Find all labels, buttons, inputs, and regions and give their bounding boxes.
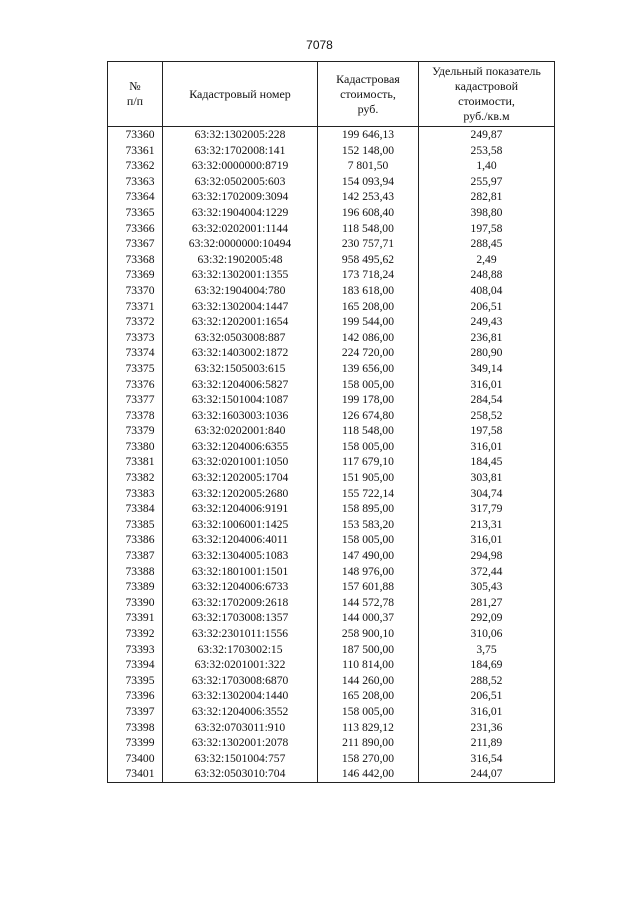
specific-cost-cell: 249,43: [419, 314, 555, 330]
cadastral-cost-cell: 113 829,12: [318, 720, 419, 736]
cadastral-number-cell: 63:32:0000000:8719: [163, 158, 318, 174]
cadastral-number-cell: 63:32:1304005:1083: [163, 548, 318, 564]
row-number-cell: 73387: [108, 548, 163, 564]
specific-cost-cell: 281,27: [419, 595, 555, 611]
table-row: [108, 174, 555, 190]
cadastral-cost-cell: 958 495,62: [318, 252, 419, 268]
table-body: [108, 127, 555, 783]
table-row: [108, 127, 555, 143]
row-number-cell: 73369: [108, 267, 163, 283]
cadastral-cost-cell: 7 801,50: [318, 158, 419, 174]
cadastral-cost-cell: 224 720,00: [318, 345, 419, 361]
table-header: [108, 62, 555, 127]
row-number-cell: 73374: [108, 345, 163, 361]
cadastral-number-cell: 63:32:1204006:9191: [163, 501, 318, 517]
cadastral-number-cell: 63:32:1204006:6733: [163, 579, 318, 595]
specific-cost-cell: 244,07: [419, 766, 555, 782]
cadastral-cost-cell: 154 093,94: [318, 174, 419, 190]
table-row: [108, 610, 555, 626]
specific-cost-cell: 304,74: [419, 486, 555, 502]
cadastral-number-cell: 63:32:1302001:1355: [163, 267, 318, 283]
cadastral-cost-cell: 158 895,00: [318, 501, 419, 517]
cadastral-cost-cell: 165 208,00: [318, 299, 419, 315]
table-row: [108, 564, 555, 580]
table-row: [108, 657, 555, 673]
table-row: [108, 470, 555, 486]
cadastral-cost-cell: 152 148,00: [318, 143, 419, 159]
cadastral-cost-cell: 158 005,00: [318, 439, 419, 455]
table-row: [108, 704, 555, 720]
table-row: [108, 377, 555, 393]
row-number-cell: 73391: [108, 610, 163, 626]
cadastral-cost-cell: 147 490,00: [318, 548, 419, 564]
cadastral-number-cell: 63:32:1703002:15: [163, 642, 318, 658]
cadastral-cost-cell: 110 814,00: [318, 657, 419, 673]
table-row: [108, 189, 555, 205]
specific-cost-cell: 206,51: [419, 299, 555, 315]
cadastral-number-cell: 63:32:1204006:6355: [163, 439, 318, 455]
cadastral-cost-cell: 199 178,00: [318, 392, 419, 408]
cadastral-number-cell: 63:32:1403002:1872: [163, 345, 318, 361]
specific-cost-cell: 184,45: [419, 454, 555, 470]
table-row: [108, 236, 555, 252]
cadastral-cost-cell: 183 618,00: [318, 283, 419, 299]
page-number: 7078: [306, 38, 333, 52]
row-number-cell: 73401: [108, 766, 163, 782]
table-row: [108, 720, 555, 736]
cadastral-cost-cell: 148 976,00: [318, 564, 419, 580]
cadastral-number-cell: 63:32:0703011:910: [163, 720, 318, 736]
row-number-cell: 73375: [108, 361, 163, 377]
cadastral-number-cell: 63:32:1603003:1036: [163, 408, 318, 424]
cadastral-number-cell: 63:32:0201001:1050: [163, 454, 318, 470]
specific-cost-cell: 398,80: [419, 205, 555, 221]
row-number-cell: 73366: [108, 221, 163, 237]
row-number-cell: 73400: [108, 751, 163, 767]
cadastral-cost-cell: 118 548,00: [318, 423, 419, 439]
table-row: [108, 252, 555, 268]
row-number-cell: 73378: [108, 408, 163, 424]
header-row: [108, 62, 555, 127]
cadastral-number-cell: 63:32:2301011:1556: [163, 626, 318, 642]
cadastral-number-cell: 63:32:1902005:48: [163, 252, 318, 268]
table-row: [108, 361, 555, 377]
specific-cost-cell: 2,49: [419, 252, 555, 268]
cadastral-cost-cell: 117 679,10: [318, 454, 419, 470]
specific-cost-cell: 197,58: [419, 221, 555, 237]
table-row: [108, 205, 555, 221]
specific-cost-cell: 184,69: [419, 657, 555, 673]
cadastral-cost-cell: 196 608,40: [318, 205, 419, 221]
specific-cost-cell: 3,75: [419, 642, 555, 658]
row-number-cell: 73380: [108, 439, 163, 455]
row-number-cell: 73370: [108, 283, 163, 299]
cadastral-number-cell: 63:32:1202001:1654: [163, 314, 318, 330]
row-number-cell: 73397: [108, 704, 163, 720]
table-row: [108, 626, 555, 642]
specific-cost-cell: 236,81: [419, 330, 555, 346]
specific-cost-cell: 206,51: [419, 688, 555, 704]
row-number-cell: 73361: [108, 143, 163, 159]
table-row: [108, 283, 555, 299]
cadastral-cost-cell: 144 000,37: [318, 610, 419, 626]
cadastral-cost-cell: 199 646,13: [318, 127, 419, 143]
row-number-cell: 73385: [108, 517, 163, 533]
cadastral-cost-cell: 157 601,88: [318, 579, 419, 595]
table-row: [108, 221, 555, 237]
table-row: [108, 579, 555, 595]
header-specific-cost: Удельный показатель кадастровой стоимости, руб./кв.м: [419, 62, 555, 127]
table-row: [108, 642, 555, 658]
cadastral-number-cell: 63:32:0502005:603: [163, 174, 318, 190]
cadastral-number-cell: 63:32:0202001:1144: [163, 221, 318, 237]
specific-cost-cell: 310,06: [419, 626, 555, 642]
specific-cost-cell: 372,44: [419, 564, 555, 580]
cadastral-cost-cell: 158 005,00: [318, 704, 419, 720]
row-number-cell: 73379: [108, 423, 163, 439]
cadastral-cost-cell: 258 900,10: [318, 626, 419, 642]
cadastral-number-cell: 63:32:1302005:228: [163, 127, 318, 143]
cadastral-number-cell: 63:32:1904004:780: [163, 283, 318, 299]
row-number-cell: 73363: [108, 174, 163, 190]
row-number-cell: 73383: [108, 486, 163, 502]
specific-cost-cell: 211,89: [419, 735, 555, 751]
cadastral-cost-cell: 126 674,80: [318, 408, 419, 424]
specific-cost-cell: 408,04: [419, 283, 555, 299]
cadastral-number-cell: 63:32:1202005:2680: [163, 486, 318, 502]
header-row-number: № п/п: [108, 62, 163, 127]
cadastral-number-cell: 63:32:1703008:6870: [163, 673, 318, 689]
specific-cost-cell: 282,81: [419, 189, 555, 205]
cadastral-number-cell: 63:32:1006001:1425: [163, 517, 318, 533]
cadastral-cost-cell: 142 086,00: [318, 330, 419, 346]
cadastral-cost-cell: 187 500,00: [318, 642, 419, 658]
row-number-cell: 73393: [108, 642, 163, 658]
cadastral-number-cell: 63:32:1501004:1087: [163, 392, 318, 408]
specific-cost-cell: 248,88: [419, 267, 555, 283]
row-number-cell: 73376: [108, 377, 163, 393]
table-row: [108, 330, 555, 346]
specific-cost-cell: 316,54: [419, 751, 555, 767]
table-row: [108, 454, 555, 470]
cadastral-number-cell: 63:32:1801001:1501: [163, 564, 318, 580]
specific-cost-cell: 292,09: [419, 610, 555, 626]
specific-cost-cell: 231,36: [419, 720, 555, 736]
specific-cost-cell: 1,40: [419, 158, 555, 174]
table-row: [108, 673, 555, 689]
row-number-cell: 73368: [108, 252, 163, 268]
specific-cost-cell: 316,01: [419, 439, 555, 455]
specific-cost-cell: 249,87: [419, 127, 555, 143]
table-row: [108, 439, 555, 455]
row-number-cell: 73386: [108, 532, 163, 548]
specific-cost-cell: 349,14: [419, 361, 555, 377]
cadastral-number-cell: 63:32:1202005:1704: [163, 470, 318, 486]
specific-cost-cell: 284,54: [419, 392, 555, 408]
specific-cost-cell: 255,97: [419, 174, 555, 190]
row-number-cell: 73389: [108, 579, 163, 595]
cadastral-number-cell: 63:32:1703008:1357: [163, 610, 318, 626]
table-row: [108, 267, 555, 283]
cadastral-number-cell: 63:32:0201001:322: [163, 657, 318, 673]
cadastral-number-cell: 63:32:1501004:757: [163, 751, 318, 767]
specific-cost-cell: 317,79: [419, 501, 555, 517]
cadastral-cost-cell: 158 005,00: [318, 532, 419, 548]
row-number-cell: 73377: [108, 392, 163, 408]
row-number-cell: 73392: [108, 626, 163, 642]
row-number-cell: 73399: [108, 735, 163, 751]
row-number-cell: 73388: [108, 564, 163, 580]
cadastral-cost-cell: 146 442,00: [318, 766, 419, 782]
table-row: [108, 486, 555, 502]
cadastral-cost-cell: 199 544,00: [318, 314, 419, 330]
table-row: [108, 751, 555, 767]
cadastral-cost-cell: 142 253,43: [318, 189, 419, 205]
table-row: [108, 314, 555, 330]
cadastral-number-cell: 63:32:1505003:615: [163, 361, 318, 377]
specific-cost-cell: 288,52: [419, 673, 555, 689]
cadastral-number-cell: 63:32:1204006:5827: [163, 377, 318, 393]
table-row: [108, 408, 555, 424]
cadastral-cost-cell: 173 718,24: [318, 267, 419, 283]
cadastral-number-cell: 63:32:1702009:2618: [163, 595, 318, 611]
table-row: [108, 517, 555, 533]
row-number-cell: 73398: [108, 720, 163, 736]
row-number-cell: 73390: [108, 595, 163, 611]
table-row: [108, 158, 555, 174]
table-row: [108, 548, 555, 564]
table-row: [108, 688, 555, 704]
cadastral-cost-cell: 155 722,14: [318, 486, 419, 502]
cadastral-cost-cell: 151 905,00: [318, 470, 419, 486]
cadastral-number-cell: 63:32:1302004:1440: [163, 688, 318, 704]
cadastral-cost-cell: 158 270,00: [318, 751, 419, 767]
cadastral-number-cell: 63:32:1204006:4011: [163, 532, 318, 548]
specific-cost-cell: 253,58: [419, 143, 555, 159]
specific-cost-cell: 288,45: [419, 236, 555, 252]
table-row: [108, 423, 555, 439]
row-number-cell: 73396: [108, 688, 163, 704]
specific-cost-cell: 305,43: [419, 579, 555, 595]
cadastral-cost-cell: 230 757,71: [318, 236, 419, 252]
cadastral-number-cell: 63:32:1302001:2078: [163, 735, 318, 751]
cadastral-cost-cell: 153 583,20: [318, 517, 419, 533]
cadastral-number-cell: 63:32:1702008:141: [163, 143, 318, 159]
cadastral-number-cell: 63:32:1204006:3552: [163, 704, 318, 720]
cadastral-number-cell: 63:32:0202001:840: [163, 423, 318, 439]
cadastral-cost-cell: 158 005,00: [318, 377, 419, 393]
table-row: [108, 532, 555, 548]
table-row: [108, 345, 555, 361]
table-row: [108, 501, 555, 517]
row-number-cell: 73372: [108, 314, 163, 330]
table-row: [108, 766, 555, 782]
cadastral-cost-cell: 139 656,00: [318, 361, 419, 377]
row-number-cell: 73381: [108, 454, 163, 470]
cadastre-table: [107, 61, 555, 783]
table-row: [108, 595, 555, 611]
table-row: [108, 143, 555, 159]
specific-cost-cell: 316,01: [419, 532, 555, 548]
header-cadastral-cost: Кадастровая стоимость, руб.: [318, 62, 419, 127]
row-number-cell: 73384: [108, 501, 163, 517]
row-number-cell: 73395: [108, 673, 163, 689]
specific-cost-cell: 294,98: [419, 548, 555, 564]
specific-cost-cell: 316,01: [419, 704, 555, 720]
row-number-cell: 73362: [108, 158, 163, 174]
specific-cost-cell: 316,01: [419, 377, 555, 393]
row-number-cell: 73382: [108, 470, 163, 486]
table-row: [108, 735, 555, 751]
table-row: [108, 392, 555, 408]
row-number-cell: 73367: [108, 236, 163, 252]
specific-cost-cell: 280,90: [419, 345, 555, 361]
cadastral-number-cell: 63:32:0503010:704: [163, 766, 318, 782]
specific-cost-cell: 258,52: [419, 408, 555, 424]
cadastral-cost-cell: 144 260,00: [318, 673, 419, 689]
specific-cost-cell: 213,31: [419, 517, 555, 533]
cadastral-cost-cell: 118 548,00: [318, 221, 419, 237]
cadastral-number-cell: 63:32:1702009:3094: [163, 189, 318, 205]
specific-cost-cell: 303,81: [419, 470, 555, 486]
row-number-cell: 73371: [108, 299, 163, 315]
table-row: [108, 299, 555, 315]
cadastral-cost-cell: 211 890,00: [318, 735, 419, 751]
header-cadastral-number: Кадастровый номер: [163, 62, 318, 127]
specific-cost-cell: 197,58: [419, 423, 555, 439]
cadastral-number-cell: 63:32:0000000:10494: [163, 236, 318, 252]
row-number-cell: 73394: [108, 657, 163, 673]
cadastral-cost-cell: 144 572,78: [318, 595, 419, 611]
cadastral-cost-cell: 165 208,00: [318, 688, 419, 704]
cadastral-number-cell: 63:32:1904004:1229: [163, 205, 318, 221]
row-number-cell: 73360: [108, 127, 163, 143]
row-number-cell: 73373: [108, 330, 163, 346]
cadastral-number-cell: 63:32:1302004:1447: [163, 299, 318, 315]
cadastral-number-cell: 63:32:0503008:887: [163, 330, 318, 346]
row-number-cell: 73365: [108, 205, 163, 221]
row-number-cell: 73364: [108, 189, 163, 205]
